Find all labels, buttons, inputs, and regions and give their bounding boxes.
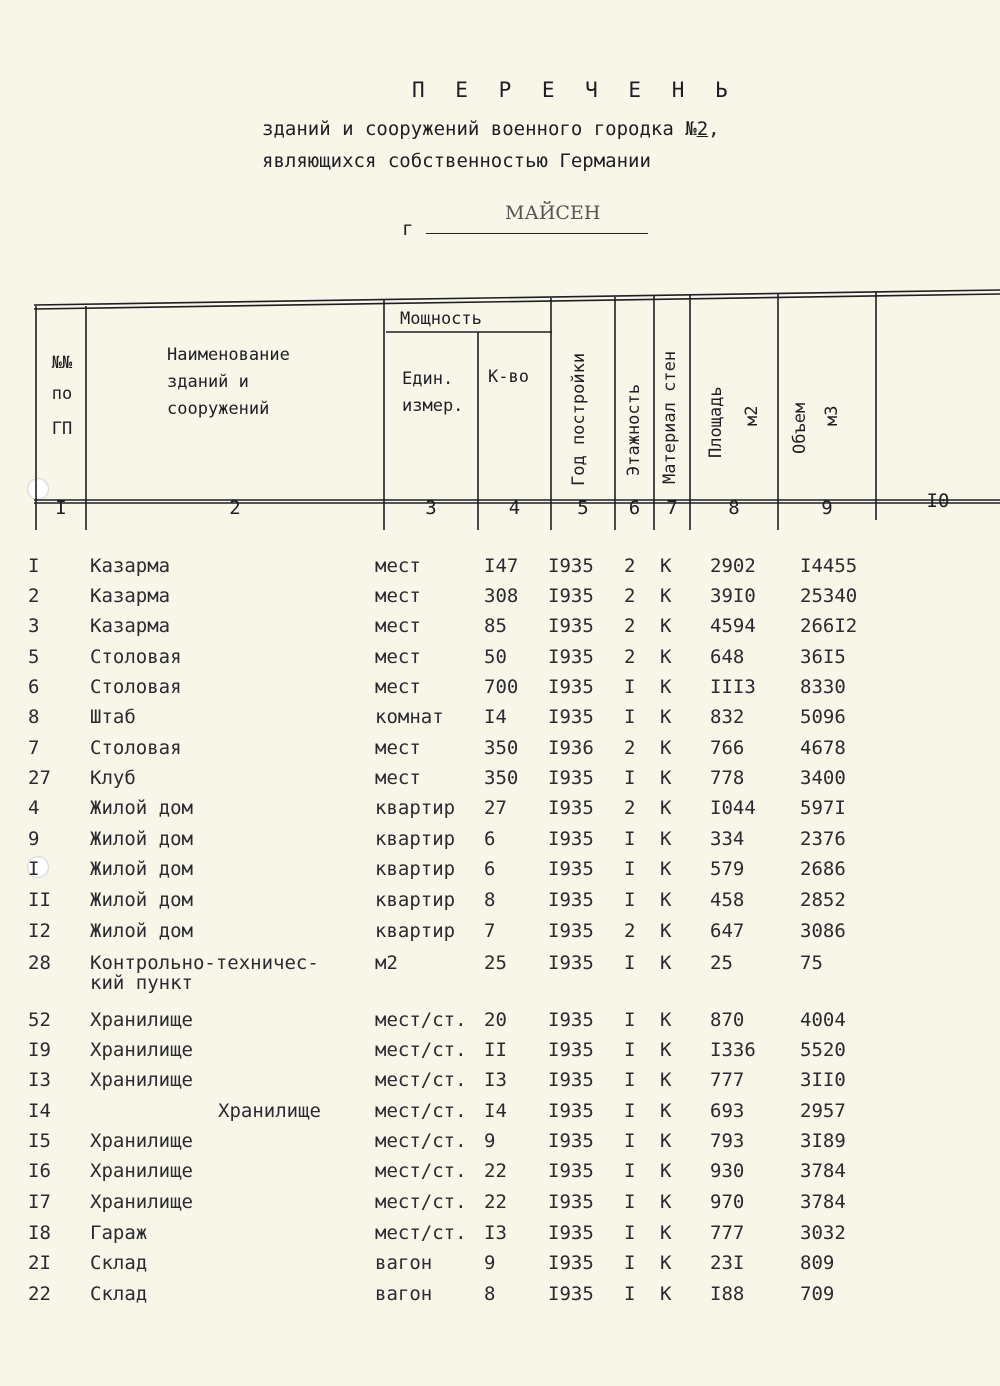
header-name-line: сооружений bbox=[167, 399, 270, 419]
row-gp-number: I9 bbox=[28, 1039, 51, 1061]
subtitle-prefix: зданий и сооружений военного городка № bbox=[262, 118, 697, 140]
header-unit-line: Един. bbox=[402, 369, 454, 389]
row-wall-material: К bbox=[660, 889, 672, 911]
row-volume: 3784 bbox=[800, 1191, 846, 1213]
column-number: 2 bbox=[229, 497, 241, 519]
row-building-name: Хранилище bbox=[90, 1039, 193, 1061]
row-area: 648 bbox=[710, 646, 745, 668]
row-year-built: I935 bbox=[548, 615, 594, 637]
row-floors: I bbox=[624, 1009, 636, 1031]
row-unit: квартир bbox=[375, 920, 456, 942]
row-wall-material: К bbox=[660, 1191, 672, 1213]
row-building-name: Хранилище bbox=[90, 1009, 193, 1031]
row-quantity: 25 bbox=[484, 952, 507, 974]
row-quantity: 9 bbox=[484, 1130, 496, 1152]
row-gp-number: II bbox=[28, 889, 51, 911]
row-area: III3 bbox=[710, 676, 756, 698]
table-row bbox=[0, 889, 1000, 919]
row-quantity: 22 bbox=[484, 1160, 507, 1182]
table-row bbox=[0, 1039, 1000, 1069]
row-volume: 266I2 bbox=[800, 615, 858, 637]
row-year-built: I935 bbox=[548, 858, 594, 880]
table-row bbox=[0, 585, 1000, 615]
row-gp-number: 8 bbox=[28, 706, 40, 728]
row-quantity: 85 bbox=[484, 615, 507, 637]
row-wall-material: К bbox=[660, 1130, 672, 1152]
header-num-line: ГП bbox=[51, 419, 73, 439]
row-year-built: I935 bbox=[548, 1130, 594, 1152]
table-row bbox=[0, 1100, 1000, 1130]
row-floors: 2 bbox=[624, 737, 636, 759]
table-row bbox=[0, 646, 1000, 676]
row-volume: 75 bbox=[800, 952, 823, 974]
column-number: 3 bbox=[425, 497, 437, 519]
table-row bbox=[0, 1009, 1000, 1039]
row-wall-material: К bbox=[660, 1283, 672, 1305]
row-floors: I bbox=[624, 1222, 636, 1244]
header-area-unit: м2 bbox=[742, 405, 762, 426]
row-area: 647 bbox=[710, 920, 745, 942]
table-row bbox=[0, 615, 1000, 645]
row-building-name: Хранилище bbox=[218, 1100, 321, 1122]
row-year-built: I935 bbox=[548, 797, 594, 819]
row-gp-number: I5 bbox=[28, 1130, 51, 1152]
row-quantity: I47 bbox=[484, 555, 519, 577]
row-area: 766 bbox=[710, 737, 745, 759]
row-quantity: 8 bbox=[484, 1283, 496, 1305]
row-unit: мест/ст. bbox=[375, 1009, 467, 1031]
row-wall-material: К bbox=[660, 585, 672, 607]
row-unit: квартир bbox=[375, 828, 456, 850]
row-floors: 2 bbox=[624, 555, 636, 577]
row-unit: мест bbox=[375, 767, 421, 789]
row-wall-material: К bbox=[660, 676, 672, 698]
row-gp-number: 22 bbox=[28, 1283, 51, 1305]
row-area: 930 bbox=[710, 1160, 745, 1182]
row-gp-number: 27 bbox=[28, 767, 51, 789]
table-row bbox=[0, 952, 1000, 994]
row-volume: 2686 bbox=[800, 858, 846, 880]
row-gp-number: I3 bbox=[28, 1069, 51, 1091]
row-gp-number: 5 bbox=[28, 646, 40, 668]
table-header-grid bbox=[0, 0, 1000, 540]
row-building-name: Хранилище bbox=[90, 1130, 193, 1152]
row-floors: I bbox=[624, 889, 636, 911]
table-row bbox=[0, 828, 1000, 858]
row-quantity: 6 bbox=[484, 828, 496, 850]
row-floors: I bbox=[624, 767, 636, 789]
row-wall-material: К bbox=[660, 1160, 672, 1182]
table-row bbox=[0, 737, 1000, 767]
header-num-line: по bbox=[51, 384, 73, 404]
row-building-name: Хранилище bbox=[90, 1069, 193, 1091]
row-quantity: I3 bbox=[484, 1069, 507, 1091]
column-number: 4 bbox=[508, 497, 521, 519]
row-area: I044 bbox=[710, 797, 756, 819]
row-floors: I bbox=[624, 706, 636, 728]
table-row bbox=[0, 858, 1000, 888]
row-year-built: I935 bbox=[548, 555, 594, 577]
row-volume: 8330 bbox=[800, 676, 846, 698]
city-name: МАЙСЕН bbox=[505, 202, 601, 224]
row-floors: 2 bbox=[624, 920, 636, 942]
row-area: 4594 bbox=[710, 615, 756, 637]
header-num bbox=[40, 350, 84, 443]
row-year-built: I935 bbox=[548, 585, 594, 607]
row-year-built: I935 bbox=[548, 920, 594, 942]
row-volume: 5096 bbox=[800, 706, 846, 728]
row-wall-material: К bbox=[660, 706, 672, 728]
row-building-name-continued: кий пункт bbox=[90, 972, 193, 994]
row-floors: I bbox=[624, 952, 636, 974]
row-wall-material: К bbox=[660, 646, 672, 668]
town-number: 2 bbox=[696, 118, 709, 140]
row-floors: 2 bbox=[624, 585, 636, 607]
row-wall-material: К bbox=[660, 952, 672, 974]
row-volume: 3032 bbox=[800, 1222, 846, 1244]
row-wall-material: К bbox=[660, 920, 672, 942]
row-floors: 2 bbox=[624, 646, 636, 668]
row-volume: 4678 bbox=[800, 737, 846, 759]
row-wall-material: К bbox=[660, 1069, 672, 1091]
row-unit: мест/ст. bbox=[375, 1191, 467, 1213]
row-building-name: Жилой дом bbox=[90, 797, 193, 819]
row-area: 777 bbox=[710, 1069, 745, 1091]
row-area: 334 bbox=[710, 828, 745, 850]
header-floors: Этажность bbox=[624, 383, 644, 476]
row-year-built: I935 bbox=[548, 767, 594, 789]
row-gp-number: 7 bbox=[28, 737, 40, 759]
row-unit: мест/ст. bbox=[375, 1069, 467, 1091]
row-gp-number: 2I bbox=[28, 1252, 51, 1274]
row-building-name: Хранилище bbox=[90, 1160, 193, 1182]
row-unit: мест/ст. bbox=[375, 1039, 467, 1061]
row-unit: квартир bbox=[375, 858, 456, 880]
row-year-built: I935 bbox=[548, 1160, 594, 1182]
row-wall-material: К bbox=[660, 1039, 672, 1061]
table-row bbox=[0, 1130, 1000, 1160]
row-building-name: Столовая bbox=[90, 737, 182, 759]
header-volume-unit: м3 bbox=[822, 405, 842, 426]
row-wall-material: К bbox=[660, 828, 672, 850]
header-year: Год постройки bbox=[569, 352, 589, 486]
row-gp-number: 9 bbox=[28, 828, 40, 850]
row-building-name: Казарма bbox=[90, 585, 171, 607]
header-qty: К-во bbox=[488, 367, 529, 387]
row-quantity: 22 bbox=[484, 1191, 507, 1213]
row-volume: 809 bbox=[800, 1252, 835, 1274]
row-volume: I4455 bbox=[800, 555, 858, 577]
table-row bbox=[0, 555, 1000, 585]
row-quantity: I4 bbox=[484, 1100, 507, 1122]
row-volume: 25340 bbox=[800, 585, 858, 607]
row-gp-number: 6 bbox=[28, 676, 40, 698]
row-building-name: Хранилище bbox=[90, 1191, 193, 1213]
table-row bbox=[0, 920, 1000, 950]
row-volume: 3I89 bbox=[800, 1130, 846, 1152]
row-area: 777 bbox=[710, 1222, 745, 1244]
row-area: 39I0 bbox=[710, 585, 756, 607]
row-year-built: I935 bbox=[548, 1039, 594, 1061]
row-wall-material: К bbox=[660, 555, 672, 577]
row-building-name: Склад bbox=[90, 1283, 148, 1305]
row-quantity: 20 bbox=[484, 1009, 507, 1031]
column-number: 7 bbox=[666, 497, 678, 519]
row-gp-number: 28 bbox=[28, 952, 51, 974]
header-area-label: Площадь bbox=[706, 386, 726, 458]
row-building-name: Жилой дом bbox=[90, 858, 193, 880]
column-number: 6 bbox=[628, 497, 641, 519]
row-quantity: 6 bbox=[484, 858, 496, 880]
row-quantity: 9 bbox=[484, 1252, 496, 1274]
row-volume: 2852 bbox=[800, 889, 846, 911]
row-building-name: Казарма bbox=[90, 555, 171, 577]
row-quantity: 308 bbox=[484, 585, 519, 607]
header-name bbox=[167, 342, 290, 423]
column-number: 5 bbox=[577, 497, 589, 519]
row-year-built: I935 bbox=[548, 1069, 594, 1091]
header-capacity: Мощность bbox=[400, 309, 482, 329]
row-wall-material: К bbox=[660, 858, 672, 880]
row-unit: мест bbox=[375, 646, 421, 668]
row-quantity: 350 bbox=[484, 767, 519, 789]
header-volume-label: Объем bbox=[790, 402, 810, 454]
table-row bbox=[0, 1222, 1000, 1252]
row-area: 2902 bbox=[710, 555, 756, 577]
row-unit: мест/ст. bbox=[375, 1160, 467, 1182]
row-building-name: Столовая bbox=[90, 676, 182, 698]
row-floors: I bbox=[624, 1130, 636, 1152]
column-number: I bbox=[55, 497, 67, 519]
table-row bbox=[0, 676, 1000, 706]
row-gp-number: 4 bbox=[28, 797, 40, 819]
row-volume: 4004 bbox=[800, 1009, 846, 1031]
row-building-name: Казарма bbox=[90, 615, 171, 637]
row-floors: I bbox=[624, 1283, 636, 1305]
row-area: 23I bbox=[710, 1252, 745, 1274]
row-area: 778 bbox=[710, 767, 745, 789]
city-prefix: г bbox=[402, 218, 414, 240]
row-wall-material: К bbox=[660, 767, 672, 789]
header-name-line: Наименование bbox=[167, 345, 290, 365]
row-gp-number: 2 bbox=[28, 585, 40, 607]
row-unit: вагон bbox=[375, 1283, 433, 1305]
row-building-name: Контрольно-техничес- bbox=[90, 952, 319, 974]
row-year-built: I935 bbox=[548, 1191, 594, 1213]
row-volume: 2957 bbox=[800, 1100, 846, 1122]
row-unit: мест bbox=[375, 585, 421, 607]
row-quantity: I4 bbox=[484, 706, 507, 728]
row-quantity: I3 bbox=[484, 1222, 507, 1244]
row-year-built: I935 bbox=[548, 1283, 594, 1305]
row-quantity: 50 bbox=[484, 646, 507, 668]
row-area: I336 bbox=[710, 1039, 756, 1061]
row-gp-number: I8 bbox=[28, 1222, 51, 1244]
row-year-built: I935 bbox=[548, 1222, 594, 1244]
row-volume: 709 bbox=[800, 1283, 835, 1305]
row-volume: 3II0 bbox=[800, 1069, 846, 1091]
row-quantity: 8 bbox=[484, 889, 496, 911]
row-year-built: I935 bbox=[548, 1252, 594, 1274]
row-building-name: Жилой дом bbox=[90, 828, 193, 850]
row-floors: I bbox=[624, 1160, 636, 1182]
header-name-line: зданий и bbox=[167, 372, 249, 392]
row-wall-material: К bbox=[660, 615, 672, 637]
row-area: 579 bbox=[710, 858, 745, 880]
row-volume: 3400 bbox=[800, 767, 846, 789]
row-building-name: Жилой дом bbox=[90, 920, 193, 942]
row-floors: I bbox=[624, 1069, 636, 1091]
row-gp-number: 52 bbox=[28, 1009, 51, 1031]
row-year-built: I935 bbox=[548, 889, 594, 911]
subtitle-suffix: , bbox=[708, 118, 720, 140]
row-area: 870 bbox=[710, 1009, 745, 1031]
header-num-line: №№ bbox=[51, 353, 73, 373]
row-area: 832 bbox=[710, 706, 745, 728]
row-building-name: Жилой дом bbox=[90, 889, 193, 911]
row-building-name: Штаб bbox=[90, 706, 136, 728]
row-wall-material: К bbox=[660, 797, 672, 819]
row-floors: I bbox=[624, 1252, 636, 1274]
table-row bbox=[0, 1252, 1000, 1282]
row-building-name: Столовая bbox=[90, 646, 182, 668]
row-floors: I bbox=[624, 1100, 636, 1122]
row-gp-number: I4 bbox=[28, 1100, 51, 1122]
row-year-built: I936 bbox=[548, 737, 594, 759]
column-number: I0 bbox=[926, 490, 950, 512]
column-number: 9 bbox=[821, 497, 833, 519]
row-unit: вагон bbox=[375, 1252, 433, 1274]
row-area: 25 bbox=[710, 952, 733, 974]
row-floors: I bbox=[624, 858, 636, 880]
row-volume: 36I5 bbox=[800, 646, 846, 668]
row-gp-number: I2 bbox=[28, 920, 51, 942]
row-volume: 5520 bbox=[800, 1039, 846, 1061]
header-unit-line: измер. bbox=[402, 396, 464, 416]
row-year-built: I935 bbox=[548, 828, 594, 850]
row-wall-material: К bbox=[660, 1100, 672, 1122]
row-quantity: II bbox=[484, 1039, 507, 1061]
row-floors: 2 bbox=[624, 797, 636, 819]
row-building-name: Гараж bbox=[90, 1222, 148, 1244]
row-area: I88 bbox=[710, 1283, 745, 1305]
row-year-built: I935 bbox=[548, 952, 594, 974]
row-unit: мест/ст. bbox=[375, 1222, 467, 1244]
row-building-name: Клуб bbox=[90, 767, 136, 789]
row-unit: мест bbox=[375, 676, 421, 698]
row-wall-material: К bbox=[660, 1009, 672, 1031]
row-unit: квартир bbox=[375, 889, 456, 911]
row-year-built: I935 bbox=[548, 1100, 594, 1122]
row-gp-number: 3 bbox=[28, 615, 40, 637]
row-floors: I bbox=[624, 1039, 636, 1061]
row-quantity: 700 bbox=[484, 676, 519, 698]
row-unit: мест/ст. bbox=[375, 1130, 467, 1152]
column-number: 8 bbox=[728, 497, 740, 519]
row-wall-material: К bbox=[660, 1222, 672, 1244]
row-area: 793 bbox=[710, 1130, 745, 1152]
row-quantity: 350 bbox=[484, 737, 519, 759]
row-unit: квартир bbox=[375, 797, 456, 819]
table-row bbox=[0, 706, 1000, 736]
row-area: 693 bbox=[710, 1100, 745, 1122]
row-gp-number: I6 bbox=[28, 1160, 51, 1182]
row-area: 458 bbox=[710, 889, 745, 911]
row-quantity: 27 bbox=[484, 797, 507, 819]
row-volume: 2376 bbox=[800, 828, 846, 850]
document-subtitle-line2: являющихся собственностью Германии bbox=[262, 150, 651, 172]
row-quantity: 7 bbox=[484, 920, 496, 942]
row-floors: 2 bbox=[624, 615, 636, 637]
header-walls: Материал стен bbox=[660, 350, 680, 484]
row-volume: 3086 bbox=[800, 920, 846, 942]
row-year-built: I935 bbox=[548, 1009, 594, 1031]
row-gp-number: I bbox=[28, 555, 40, 577]
row-unit: мест bbox=[375, 615, 421, 637]
row-building-name: Склад bbox=[90, 1252, 148, 1274]
row-year-built: I935 bbox=[548, 706, 594, 728]
row-unit: м2 bbox=[375, 952, 398, 974]
row-gp-number: I7 bbox=[28, 1191, 51, 1213]
row-year-built: I935 bbox=[548, 676, 594, 698]
table-row bbox=[0, 797, 1000, 827]
row-floors: I bbox=[624, 1191, 636, 1213]
row-area: 970 bbox=[710, 1191, 745, 1213]
row-wall-material: К bbox=[660, 737, 672, 759]
row-unit: мест/ст. bbox=[375, 1100, 467, 1122]
row-year-built: I935 bbox=[548, 646, 594, 668]
row-unit: мест bbox=[375, 555, 421, 577]
row-volume: 3784 bbox=[800, 1160, 846, 1182]
row-volume: 597I bbox=[800, 797, 846, 819]
table-row bbox=[0, 1191, 1000, 1221]
row-floors: I bbox=[624, 676, 636, 698]
header-unit bbox=[402, 366, 463, 420]
row-wall-material: К bbox=[660, 1252, 672, 1274]
table-row bbox=[0, 1069, 1000, 1099]
document-title: П Е Р Е Ч Е Н Ь bbox=[412, 78, 737, 102]
table-row bbox=[0, 1160, 1000, 1190]
table-row bbox=[0, 1283, 1000, 1313]
row-unit: мест bbox=[375, 737, 421, 759]
row-gp-number: I bbox=[28, 858, 40, 880]
row-unit: комнат bbox=[375, 706, 444, 728]
table-row bbox=[0, 767, 1000, 797]
row-floors: I bbox=[624, 828, 636, 850]
